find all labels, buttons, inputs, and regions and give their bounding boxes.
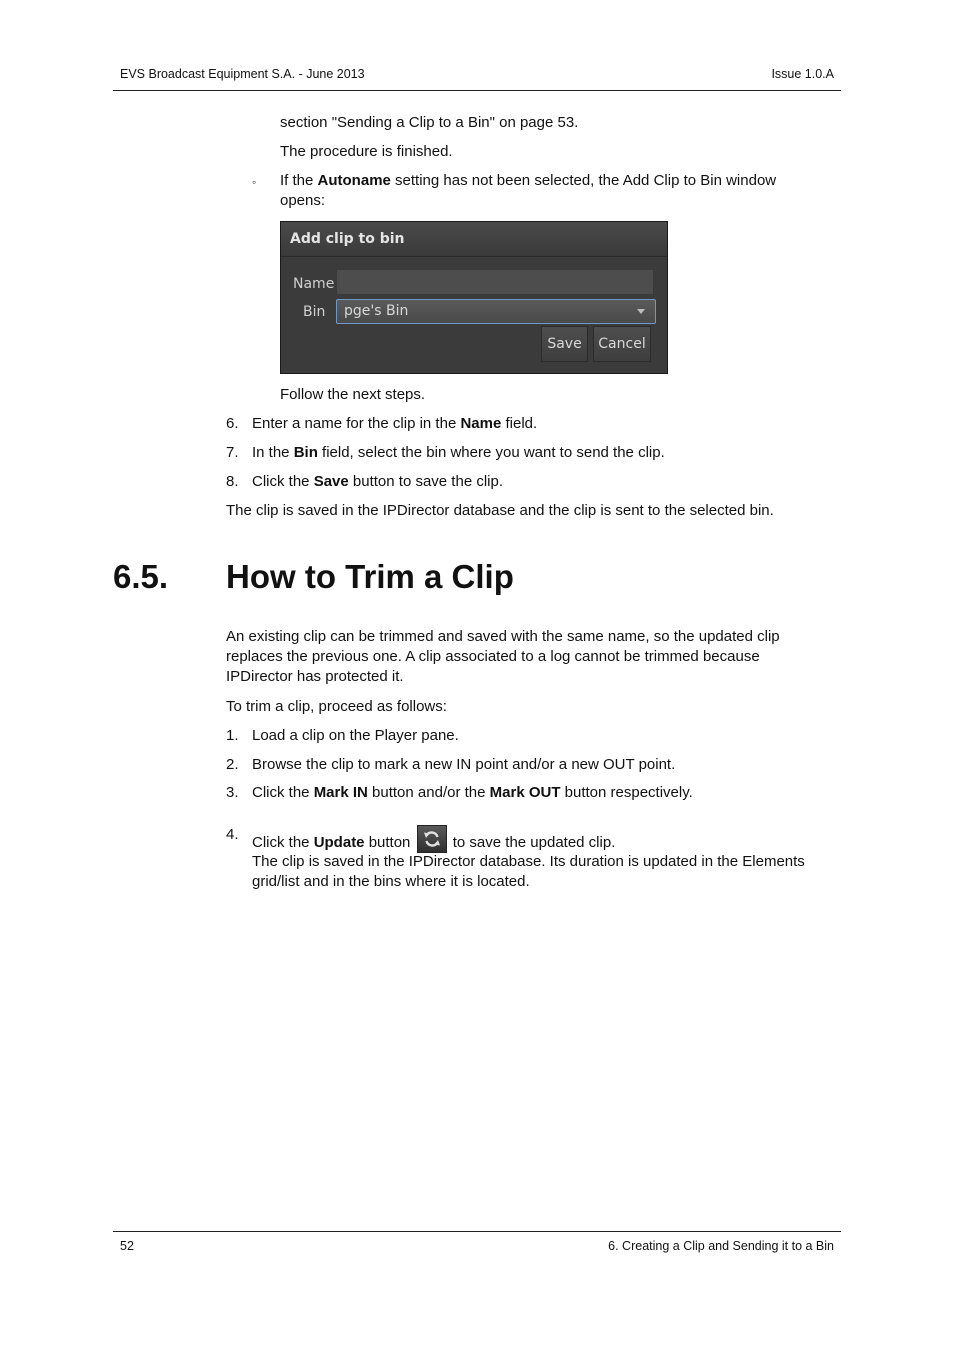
step-text: Browse the clip to mark a new IN point and/or a new OUT point. [252, 756, 676, 773]
chapter-title: 6. Creating a Clip and Sending it to a Bin [608, 1239, 834, 1253]
step-text: Load a clip on the Player pane. [252, 727, 459, 744]
bin-select-value: pge's Bin [344, 303, 409, 319]
paragraph: The clip is saved in the IPDirector database. Its duration is updated in the Elements grid/list and in the bins where it is located. [252, 853, 805, 890]
paragraph: The clip is saved in the IPDirector database and the clip is sent to the selected bin. [226, 502, 774, 519]
dialog-title: Add clip to bin [281, 222, 667, 257]
bullet-icon: ◦ [252, 175, 257, 189]
header-divider [113, 90, 841, 91]
page-number: 52 [120, 1239, 134, 1253]
header-right: Issue 1.0.A [771, 67, 834, 81]
name-input[interactable] [336, 269, 654, 295]
step-text: Click the Update button to save the updated clip. [252, 825, 615, 853]
cancel-button[interactable]: Cancel [593, 326, 651, 362]
step-text: Click the Mark IN button and/or the Mark OUT button respectively. [252, 784, 693, 801]
bin-label: Bin [303, 304, 326, 320]
step-text: Enter a name for the clip in the Name field. [252, 415, 538, 432]
bullet-paragraph: If the Autoname setting has not been selected, the Add Clip to Bin window opens: [280, 172, 777, 209]
step-number: 7. [226, 444, 239, 461]
step-number: 6. [226, 415, 239, 432]
paragraph: Follow the next steps. [280, 386, 426, 403]
step-number: 1. [226, 727, 239, 744]
save-button[interactable]: Save [541, 326, 588, 362]
add-clip-to-bin-dialog [280, 221, 668, 374]
step-number: 4. [226, 826, 239, 843]
step-number: 8. [226, 473, 239, 490]
bin-select[interactable] [336, 299, 656, 324]
header-left: EVS Broadcast Equipment S.A. - June 2013 [120, 67, 365, 81]
chevron-down-icon [637, 309, 645, 314]
refresh-icon [417, 825, 447, 853]
paragraph: The procedure is finished. [280, 143, 453, 160]
section-title: How to Trim a Clip [226, 558, 514, 595]
paragraph: An existing clip can be trimmed and saved with the same name, so the updated clip replaces the previous one. A clip associated to a log cannot be trimmed because IPDirector has protected it. [226, 628, 780, 685]
paragraph: section "Sending a Clip to a Bin" on page 53. [280, 114, 579, 131]
step-number: 3. [226, 784, 239, 801]
name-label: Name [293, 276, 335, 292]
section-number: 6.5. [113, 558, 169, 595]
step-text: Click the Save button to save the clip. [252, 473, 503, 490]
paragraph: To trim a clip, proceed as follows: [226, 698, 447, 715]
footer-divider [113, 1231, 841, 1232]
step-text: In the Bin field, select the bin where you want to send the clip. [252, 444, 665, 461]
step-number: 2. [226, 756, 239, 773]
